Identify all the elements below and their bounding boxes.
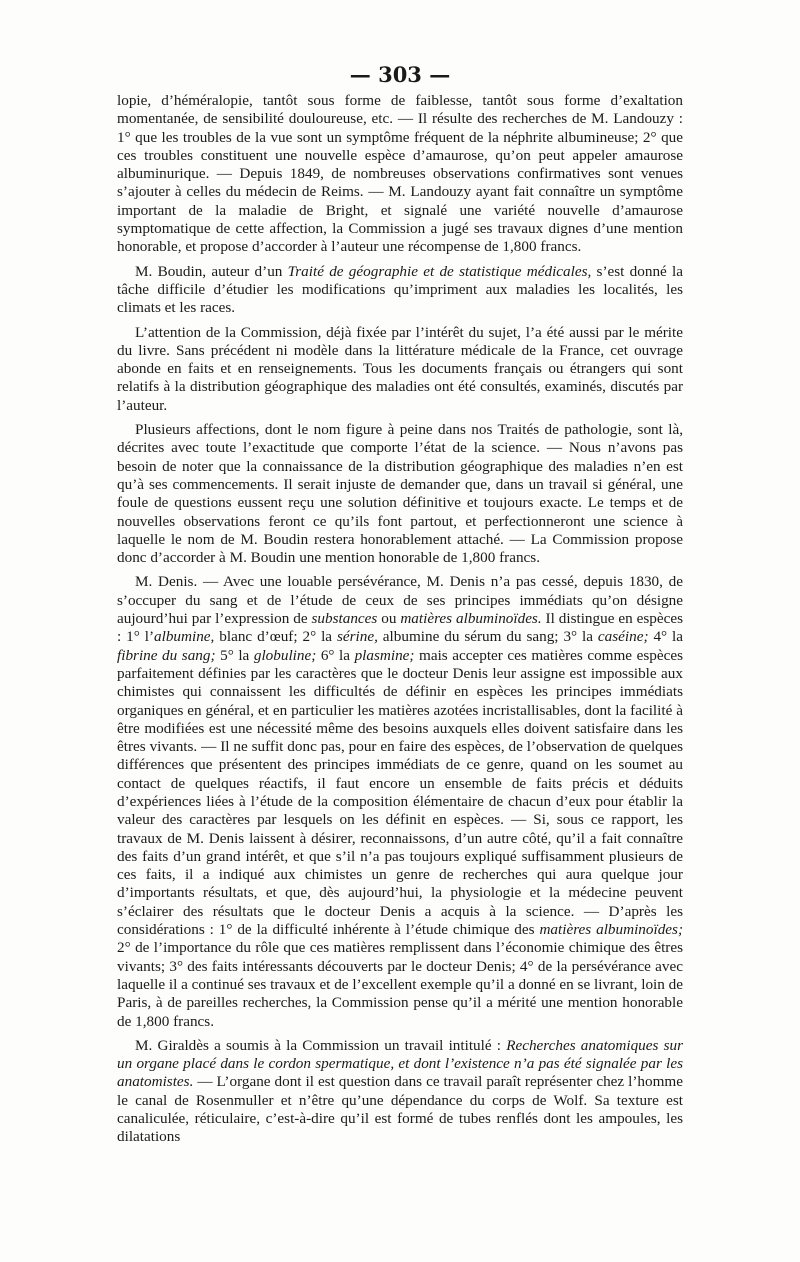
italic-text: substances <box>311 610 378 628</box>
text-run: M. Boudin, auteur d’un <box>135 262 288 280</box>
italic-text: fibrine du sang; <box>117 646 216 664</box>
paragraph <box>117 263 683 318</box>
text-run: M. Denis. — Avec une louable persévérance, M. Denis n’a pas cessé, depuis 1830, de s’occuper du sang et de l’étude de ceux de ses principes immédiats qu’on désigne aujourd’hui par l’expression de <box>117 573 683 628</box>
text-run: lopie, d’héméralopie, tantôt sous forme de faiblesse, tantôt sous forme d’exaltation momentanée, de sensibilité douloureuse, etc. — Il résulte des recherches de M. Landouzy : 1° que les troubles de la vue sont un symptôme fréquent de la néphrite albumineuse; 2° que ces troubles constituent une nouvelle espèce d’amaurose, qu’on peut appeler amaurose albuminurique. — Depuis 1849, de nombreuses observations confirmatives sont venues s’ajouter à celles du médecin de Reims. — M. Landouzy ayant fait connaître un symptôme important de la maladie de Bright, et signalé une variété nouvelle d’amaurose symptomatique de cette affection, la Commission a jugé ses travaux dignes d’une mention honorable, et propose d’accorder à l’auteur une récompense de 1,800 francs. <box>117 92 683 256</box>
text-run: L’attention de la Commission, déjà fixée par l’intérêt du sujet, l’a été aussi par le mérite du livre. Sans précédent ni modèle dans la littérature médicale de la France, cet ouvrage abonde en faits et en renseignements. Tous les documents français ou étrangers qui sont relatifs à la distribution géographique des maladies ont été consultés, examinés, discutés par l’auteur. <box>117 323 683 414</box>
text-run: Il distingue en espèces : 1° l’ <box>117 610 683 646</box>
italic-text: sérine, <box>336 628 378 646</box>
paragraph <box>117 421 683 567</box>
paragraph <box>117 92 683 257</box>
italic-text: matières albuminoïdes; <box>539 921 683 939</box>
paragraph <box>117 1037 683 1147</box>
text-run: 2° de l’importance du rôle que ces matières remplissent dans l’économie chimique des êtres vivants; 3° des faits intéressants découverts par le docteur Denis; 4° de la persévérance avec laquelle il a continué ses travaux et de l’excellent exemple qu’il a donné en se livrant, loin de Paris, à de pareilles recherches, la Commission pense qu’il a mérité une mention honorable de 1,800 francs. <box>117 939 683 1030</box>
paragraph <box>117 324 683 415</box>
text-run: ou <box>377 610 401 628</box>
italic-text: matières albuminoïdes. <box>400 610 542 628</box>
text-run: Plusieurs affections, dont le nom figure à peine dans nos Traités de pathologie, sont là, décrites avec toute l’exactitude que comporte l’état de la science. — Nous n’avons pas besoin de noter que la connaissance de la distribution géographique des maladies n’en est qu’à ses commencements. Il serait injuste de demander que, dans un travail si général, une foule de questions eussent reçu une solution définitive et toujours exacte. Le temps et de nouvelles observations feront ce qu’ils font partout, et perfectionneront une science à laquelle le nom de M. Boudin restera honorablement attaché. — La Commission propose donc d’accorder à M. Boudin une mention honorable de 1,800 francs. <box>117 421 683 567</box>
page-number: — 303 — <box>349 62 451 87</box>
italic-text: plasmine; <box>354 646 415 664</box>
paragraph <box>117 573 683 1030</box>
body-text <box>117 92 683 1153</box>
text-run: 5° la <box>215 646 254 664</box>
italic-text: Traité de géographie et de statistique médicales, <box>287 262 592 280</box>
text-run: 6° la <box>316 646 355 664</box>
text-run: s’est donné la tâche difficile d’étudier les modifications qu’impriment aux maladies les localités, les climats et les races. <box>117 262 683 317</box>
text-run: 4° la <box>648 628 683 646</box>
italic-text: caséine; <box>597 628 649 646</box>
text-run: mais accepter ces matières comme espèces parfaitement définies par les caractères que le docteur Denis leur assigne est impossible aux chimistes qui connaissent les difficultés de définir en espèces les principes immédiats organiques en général, et en particulier les matières azotées incristallisables, dont la facilité à être modifiées est une nécessité même des besoins auxquels elles doivent satisfaire dans les êtres vivants. — Il ne suffit donc pas, pour en faire des espèces, de l’observation de quelques différences que présentent des principes immédiats de ce genre, quand on les soumet au contact de quelques réactifs, il faut encore un ensemble de faits précis et déduits d’expériences liées à l’étude de la composition élémentaire de chacun d’eux pour établir la valeur des caractères par lesquels on les définit en espèces. — Si, sous ce rapport, les travaux de M. Denis laissent à désirer, reconnaissons, d’un autre côté, qu’il a fait connaître des faits d’un grand intérêt, et que s’il n’a pas toujours expliqué suffisamment plusieurs de ces faits, il a indiqué aux chimistes un genre de recherches qui aura quelque jour d’importants résultats, et que, dès aujourd’hui, la physiologie et la médecine peuvent s’éclairer des résultats que le docteur Denis a acquis à la science. — D’après les considérations : 1° de la difficulté inhérente à l’étude chimique des <box>117 646 683 939</box>
text-run: blanc d’œuf; 2° la <box>214 628 337 646</box>
italic-text: Recherches anatomiques sur un organe placé dans le cordon spermatique, et dont l’existence n’a pas été signalée par les anatomistes. <box>117 1036 683 1091</box>
text-run: albumine du sérum du sang; 3° la <box>377 628 598 646</box>
text-run: M. Giraldès a soumis à la Commission un travail intitulé : <box>135 1036 507 1054</box>
italic-text: globuline; <box>253 646 317 664</box>
text-run: — L’organe dont il est question dans ce travail paraît représenter chez l’homme le canal de Rosenmuller et n’être qu’une dépendance du corps de Wolf. Sa texture est canaliculée, réticulaire, c’est-à-dire qu’il est formé de tubes renflés dont les ampoules, les dilatations <box>117 1073 683 1146</box>
italic-text: albumine, <box>154 628 215 646</box>
